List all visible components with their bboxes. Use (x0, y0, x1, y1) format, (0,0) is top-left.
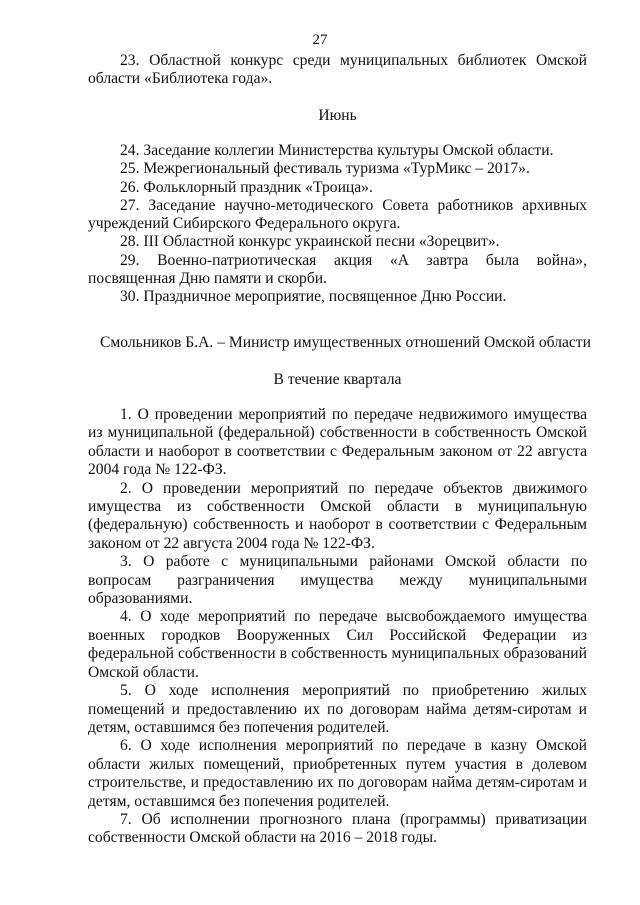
list-item: 23. Областной конкурс среди муниципальных библиотек Омской области «Библиотека года». (88, 52, 587, 87)
list-item: 28. III Областной конкурс украинской песни «Зорецвит». (120, 233, 500, 251)
list-item: 1. О проведении мероприятий по передаче недвижимого имущества из муниципальной (федеральной) собственности в собственность Омской области и наоборот в соответствии с Федеральным законом от 22 августа 2004 года № 122-ФЗ. (88, 406, 587, 479)
minister-items-block (88, 406, 587, 848)
responsible-person-line: Смольников Б.А. – Министр имущественных отношений Омской области (100, 334, 591, 351)
period-heading-block (88, 371, 587, 389)
list-item: 27. Заседание научно-методического Совета работников архивных учреждений Сибирского Федерального округа. (88, 196, 587, 233)
page-number: 27 (312, 32, 328, 48)
list-item: 25. Межрегиональный фестиваль туризма «ТурМикс – 2017». (120, 160, 530, 178)
list-item: 4. О ходе мероприятий по передаче высвобождаемого имущества военных городков Вооруженных Сил Российской Федерации из федеральной собственности в собственность муниципальных образований Омской области. (88, 608, 587, 681)
list-item: 5. О ходе исполнения мероприятий по приобретению жилых помещений и предоставлению их по договорам найма детям-сиротам и детям, оставшимся без попечения родителей. (88, 682, 587, 736)
list-item: 3. О работе с муниципальными районами Омской области по вопросам разграничения имущества между муниципальными образованиями. (88, 553, 587, 608)
list-item: 6. О ходе исполнения мероприятий по передаче в казну Омской области жилых помещений, приобретенных путем участия в долевом строительстве, и предоставлению их по договорам найма детям-сиротам и детям, оставшимся без попечения родителей. (88, 737, 587, 810)
period-heading: В течение квартала (273, 371, 402, 388)
list-item: 24. Заседание коллегии Министерства культуры Омской области. (120, 142, 554, 159)
list-item: 7. Об исполнении прогнозного плана (программы) приватизации собственности Омской области на 2016 – 2018 годы. (88, 810, 587, 847)
june-section-heading-block (88, 107, 587, 125)
list-item: 30. Праздничное мероприятие, посвященное Дню России. (120, 288, 507, 306)
june-items-block (88, 142, 587, 307)
minister-line-block (100, 334, 600, 352)
list-item: 26. Фольклорный праздник «Троица». (120, 178, 373, 196)
top-items-block (88, 52, 587, 88)
section-heading-june: Июнь (318, 107, 357, 124)
list-item: 2. О проведении мероприятий по передаче объектов движимого имущества из собственности Омской области в муниципальную (федеральную) собственность и наоборот в соответствии с Федеральным законом от 22 августа 2004 года № 122-ФЗ. (88, 479, 587, 552)
list-item: 29. Военно-патриотическая акция «А завтра была война», посвященная Дню памяти и скорби. (88, 251, 587, 288)
